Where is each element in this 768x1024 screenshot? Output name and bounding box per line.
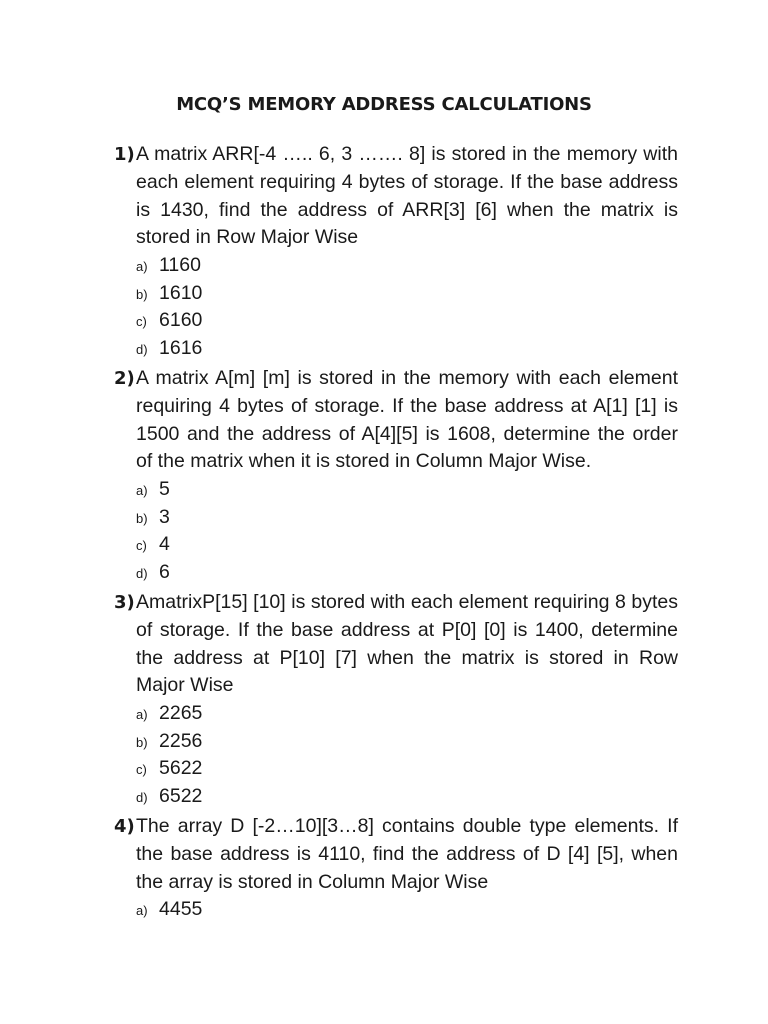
option-value: 2256 (159, 729, 203, 752)
options-list (136, 700, 678, 810)
option-item (136, 307, 678, 335)
option-value: 6 (159, 560, 170, 583)
option-label: a) (136, 903, 148, 919)
option-value: 2265 (159, 702, 203, 725)
option-label: a) (136, 259, 148, 275)
option-item (136, 755, 678, 783)
option-value: 1616 (159, 336, 203, 359)
option-item (136, 335, 678, 363)
option-label: c) (136, 762, 147, 778)
option-item (136, 476, 678, 504)
options-list (136, 476, 678, 586)
option-label: b) (136, 286, 148, 302)
options-list (136, 252, 678, 362)
option-item (136, 531, 678, 559)
option-value: 1610 (159, 281, 203, 304)
option-value: 4 (159, 533, 170, 556)
option-label: b) (136, 734, 148, 750)
option-label: c) (136, 314, 147, 330)
option-label: d) (136, 789, 148, 805)
option-label: a) (136, 483, 148, 499)
option-value: 6522 (159, 784, 203, 807)
option-item (136, 504, 678, 532)
question-number: 2) (114, 368, 135, 389)
option-label: d) (136, 565, 148, 581)
question-number: 3) (114, 592, 135, 613)
option-value: 3 (159, 505, 170, 528)
option-value: 6160 (159, 309, 203, 332)
option-value: 5622 (159, 757, 203, 780)
option-label: d) (136, 341, 148, 357)
option-item (136, 896, 678, 924)
question-1 (114, 141, 678, 362)
page-title: MCQ’S MEMORY ADDRESS CALCULATIONS (176, 94, 592, 115)
options-list (136, 896, 678, 924)
option-item (136, 252, 678, 280)
question-text: A matrix ARR[-4 ….. 6, 3 ……. 8] is stored in the memory with each element requiring 4 bytes of storage. If the base address is 1430, find the address of ARR[3] [6] when the matrix is stored in Row Major Wise (136, 143, 678, 249)
option-item (136, 783, 678, 811)
question-text: The array D [-2…10][3…8] contains double type elements. If the base address is 4110, find the address of D [4] [5], when the array is stored in Column Major Wise (136, 815, 678, 893)
option-value: 4455 (159, 898, 203, 921)
question-text: AmatrixP[15] [10] is stored with each element requiring 8 bytes of storage. If the base address at P[0] [0] is 1400, determine the address at P[10] [7] when the matrix is stored in Row Major Wise (136, 591, 678, 697)
question-2 (114, 365, 678, 586)
question-number: 4) (114, 816, 135, 837)
option-item (136, 559, 678, 587)
option-item (136, 700, 678, 728)
option-item (136, 728, 678, 756)
question-number: 1) (114, 144, 135, 165)
option-label: a) (136, 707, 148, 723)
option-value: 1160 (159, 254, 201, 277)
question-4 (114, 813, 678, 924)
option-label: b) (136, 510, 148, 526)
option-item (136, 280, 678, 308)
question-text: A matrix A[m] [m] is stored in the memory with each element requiring 4 bytes of storage. If the base address at A[1] [1] is 1500 and the address of A[4][5] is 1608, determine the order of the matrix when it is stored in Column Major Wise. (136, 367, 678, 473)
option-value: 5 (159, 478, 170, 501)
option-label: c) (136, 538, 147, 554)
question-3 (114, 589, 678, 810)
